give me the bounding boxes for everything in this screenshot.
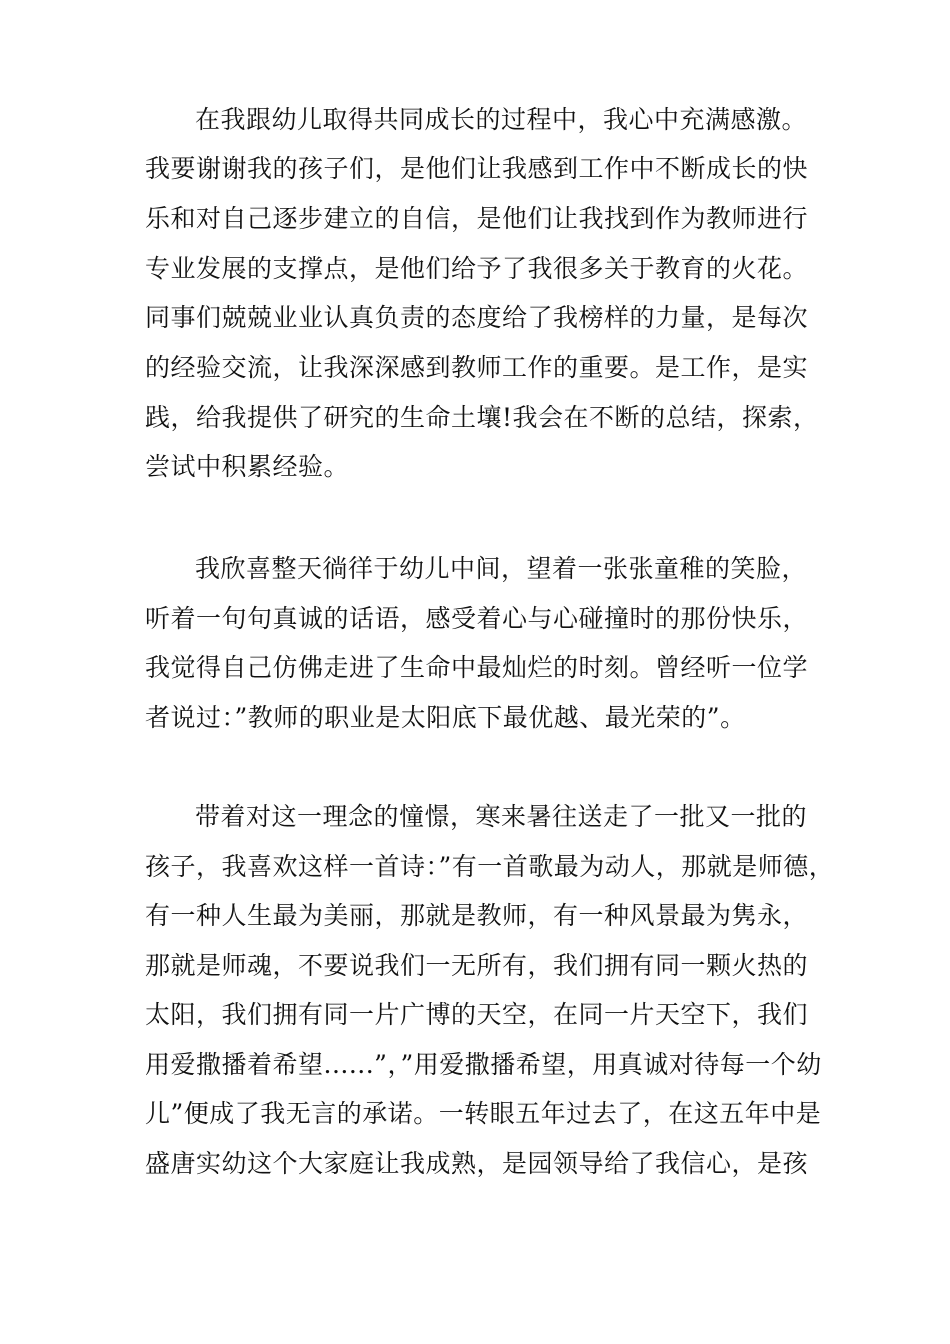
text-line: 那就是师魂，不要说我们一无所有，我们拥有同一颗火热的 xyxy=(145,951,809,980)
text-line: 用爱撒播着希望......”，”用爱撒播希望，用真诚对待每一个幼 xyxy=(145,1050,822,1079)
text-line: 太阳，我们拥有同一片广博的天空，在同一片天空下，我们 xyxy=(145,1000,809,1029)
text-line: 我要谢谢我的孩子们，是他们让我感到工作中不断成长的快 xyxy=(145,154,809,183)
text-line: 盛唐实幼这个大家庭让我成熟，是园领导给了我信心，是孩 xyxy=(145,1149,809,1178)
text-line: 有一种人生最为美丽，那就是教师，有一种风景最为隽永， xyxy=(145,901,809,930)
text-line: 乐和对自己逐步建立的自信，是他们让我找到作为教师进行 xyxy=(145,204,809,233)
text-line: 听着一句句真诚的话语，感受着心与心碰撞时的那份快乐， xyxy=(145,604,809,633)
text-line: 我觉得自己仿佛走进了生命中最灿烂的时刻。曾经听一位学 xyxy=(145,653,809,682)
text-line: 带着对这一理念的憧憬，寒来暑往送走了一批又一批的 xyxy=(195,802,808,831)
text-line: 在我跟幼儿取得共同成长的过程中，我心中充满感激。 xyxy=(195,105,808,134)
text-line: 孩子，我喜欢这样一首诗：”有一首歌最为动人，那就是师德， xyxy=(145,852,835,881)
text-line: 我欣喜整天徜徉于幼儿中间，望着一张张童稚的笑脸， xyxy=(195,554,808,583)
text-line: 专业发展的支撑点，是他们给予了我很多关于教育的火花。 xyxy=(145,254,809,283)
text-line: 者说过：”教师的职业是太阳底下最优越、最光荣的”。 xyxy=(145,703,746,732)
text-line: 的经验交流，让我深深感到教师工作的重要。是工作，是实 xyxy=(145,353,809,382)
text-line: 尝试中积累经验。 xyxy=(145,452,350,481)
text-line: 同事们兢兢业业认真负责的态度给了我榜样的力量，是每次 xyxy=(145,303,809,332)
text-line: 儿”便成了我无言的承诺。一转眼五年过去了，在这五年中是 xyxy=(145,1099,822,1128)
text-line: 践，给我提供了研究的生命土壤!我会在不断的总结，探索， xyxy=(145,403,819,432)
